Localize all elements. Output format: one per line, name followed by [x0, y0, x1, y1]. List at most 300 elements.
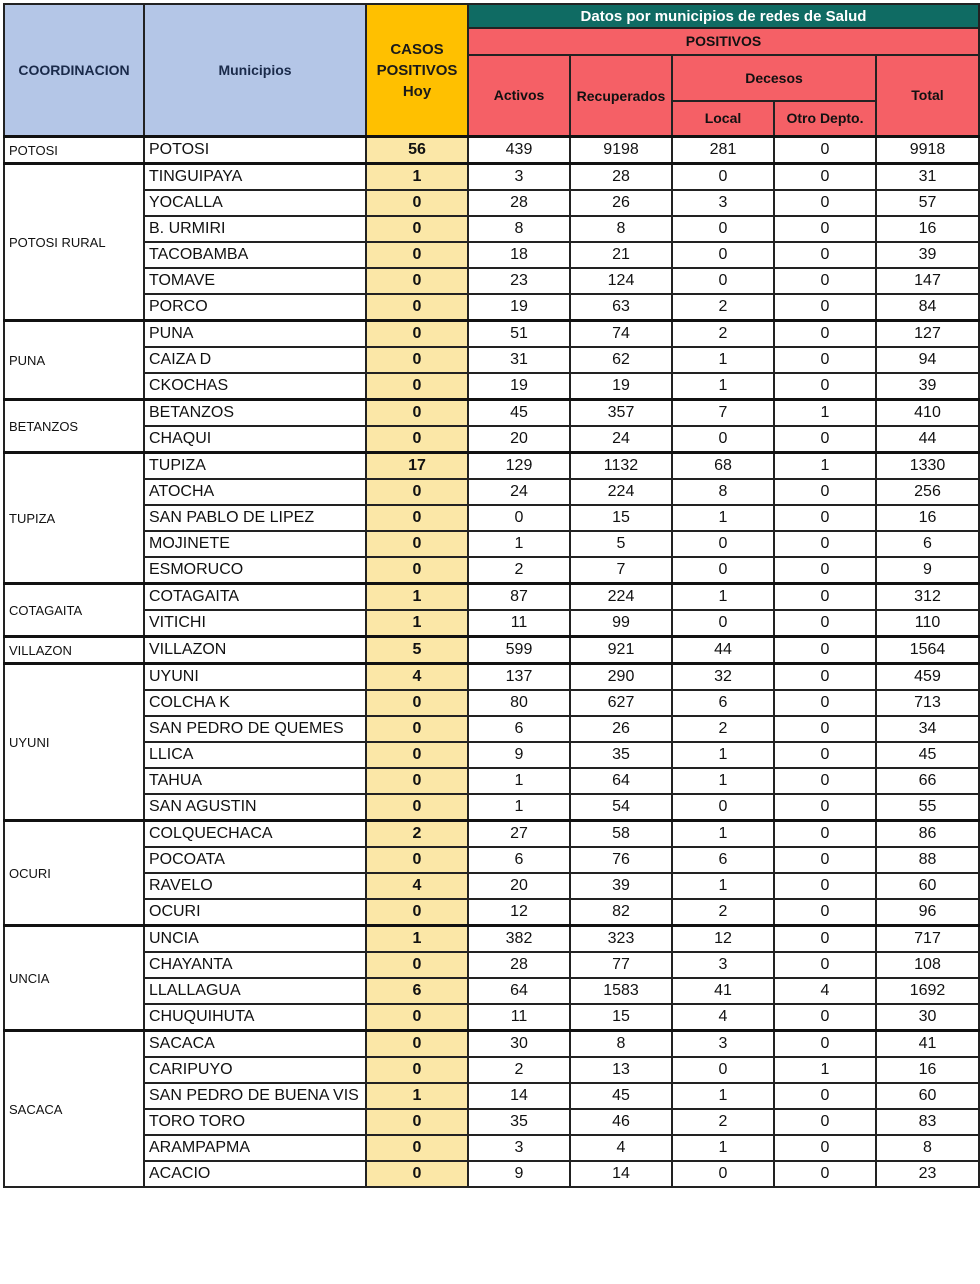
total-cell: 16 [876, 216, 979, 242]
table-row [4, 899, 979, 926]
table-row [4, 347, 979, 373]
municipio-cell: CHAQUI [144, 426, 366, 453]
decesos-otro-cell: 0 [774, 584, 876, 611]
total-cell: 60 [876, 1083, 979, 1109]
municipio-cell: PUNA [144, 321, 366, 348]
decesos-local-cell: 2 [672, 294, 774, 321]
table-row [4, 1031, 979, 1058]
municipio-cell: BETANZOS [144, 400, 366, 427]
recuperados-cell: 290 [570, 664, 672, 691]
table-row [4, 216, 979, 242]
table-row [4, 400, 979, 427]
recuperados-cell: 5 [570, 531, 672, 557]
table-row [4, 1004, 979, 1031]
activos-cell: 23 [468, 268, 570, 294]
decesos-local-cell: 1 [672, 742, 774, 768]
recuperados-cell: 82 [570, 899, 672, 926]
activos-cell: 1 [468, 768, 570, 794]
casos-hoy-cell: 0 [366, 847, 468, 873]
municipio-cell: COLQUECHACA [144, 821, 366, 848]
activos-cell: 439 [468, 137, 570, 164]
decesos-local-cell: 6 [672, 847, 774, 873]
header-positivos: POSITIVOS [468, 28, 979, 55]
decesos-local-cell: 3 [672, 190, 774, 216]
activos-cell: 20 [468, 873, 570, 899]
decesos-local-cell: 1 [672, 584, 774, 611]
total-cell: 23 [876, 1161, 979, 1187]
recuperados-cell: 39 [570, 873, 672, 899]
casos-hoy-cell: 2 [366, 821, 468, 848]
casos-hoy-cell: 0 [366, 794, 468, 821]
casos-hoy-cell: 1 [366, 926, 468, 953]
activos-cell: 19 [468, 373, 570, 400]
coordinacion-cell: UNCIA [4, 926, 144, 1031]
municipio-cell: ACACIO [144, 1161, 366, 1187]
municipio-cell: SACACA [144, 1031, 366, 1058]
casos-hoy-cell: 0 [366, 294, 468, 321]
casos-hoy-cell: 1 [366, 610, 468, 637]
municipio-cell: LLALLAGUA [144, 978, 366, 1004]
decesos-otro-cell: 0 [774, 479, 876, 505]
recuperados-cell: 45 [570, 1083, 672, 1109]
recuperados-cell: 21 [570, 242, 672, 268]
casos-hoy-cell: 1 [366, 164, 468, 191]
recuperados-cell: 54 [570, 794, 672, 821]
decesos-otro-cell: 0 [774, 1031, 876, 1058]
activos-cell: 24 [468, 479, 570, 505]
recuperados-cell: 224 [570, 479, 672, 505]
decesos-otro-cell: 0 [774, 1083, 876, 1109]
municipio-cell: TINGUIPAYA [144, 164, 366, 191]
cases-table-container [3, 3, 978, 1188]
table-row [4, 637, 979, 664]
decesos-local-cell: 1 [672, 347, 774, 373]
municipio-cell: CKOCHAS [144, 373, 366, 400]
activos-cell: 0 [468, 505, 570, 531]
total-cell: 6 [876, 531, 979, 557]
recuperados-cell: 35 [570, 742, 672, 768]
decesos-local-cell: 0 [672, 1057, 774, 1083]
decesos-otro-cell: 0 [774, 294, 876, 321]
recuperados-cell: 13 [570, 1057, 672, 1083]
activos-cell: 9 [468, 742, 570, 768]
municipio-cell: VILLAZON [144, 637, 366, 664]
casos-hoy-cell: 56 [366, 137, 468, 164]
municipio-cell: UNCIA [144, 926, 366, 953]
coordinacion-cell: VILLAZON [4, 637, 144, 664]
municipio-cell: SAN AGUSTIN [144, 794, 366, 821]
table-row [4, 505, 979, 531]
casos-hoy-cell: 0 [366, 952, 468, 978]
table-row [4, 610, 979, 637]
coordinacion-cell: COTAGAITA [4, 584, 144, 637]
table-row [4, 794, 979, 821]
decesos-local-cell: 2 [672, 1109, 774, 1135]
total-cell: 83 [876, 1109, 979, 1135]
casos-hoy-cell: 0 [366, 1135, 468, 1161]
casos-hoy-cell: 4 [366, 873, 468, 899]
recuperados-cell: 627 [570, 690, 672, 716]
table-row [4, 978, 979, 1004]
table-row [4, 1135, 979, 1161]
table-row [4, 952, 979, 978]
casos-hoy-cell: 0 [366, 347, 468, 373]
activos-cell: 35 [468, 1109, 570, 1135]
decesos-local-cell: 44 [672, 637, 774, 664]
recuperados-cell: 7 [570, 557, 672, 584]
recuperados-cell: 224 [570, 584, 672, 611]
decesos-local-cell: 1 [672, 1083, 774, 1109]
total-cell: 86 [876, 821, 979, 848]
casos-hoy-cell: 0 [366, 400, 468, 427]
recuperados-cell: 74 [570, 321, 672, 348]
municipio-cell: TACOBAMBA [144, 242, 366, 268]
table-row [4, 742, 979, 768]
municipio-cell: SAN PABLO DE LIPEZ [144, 505, 366, 531]
municipio-cell: COLCHA K [144, 690, 366, 716]
recuperados-cell: 14 [570, 1161, 672, 1187]
total-cell: 1564 [876, 637, 979, 664]
casos-hoy-cell: 0 [366, 190, 468, 216]
decesos-otro-cell: 0 [774, 426, 876, 453]
total-cell: 1330 [876, 453, 979, 480]
total-cell: 110 [876, 610, 979, 637]
decesos-otro-cell: 0 [774, 926, 876, 953]
municipio-cell: POTOSI [144, 137, 366, 164]
decesos-otro-cell: 0 [774, 137, 876, 164]
total-cell: 34 [876, 716, 979, 742]
activos-cell: 31 [468, 347, 570, 373]
total-cell: 9918 [876, 137, 979, 164]
coordinacion-cell: POTOSI [4, 137, 144, 164]
decesos-otro-cell: 0 [774, 321, 876, 348]
total-cell: 8 [876, 1135, 979, 1161]
activos-cell: 20 [468, 426, 570, 453]
activos-cell: 8 [468, 216, 570, 242]
decesos-local-cell: 41 [672, 978, 774, 1004]
decesos-local-cell: 0 [672, 268, 774, 294]
municipio-cell: LLICA [144, 742, 366, 768]
table-row [4, 926, 979, 953]
municipio-cell: TAHUA [144, 768, 366, 794]
table-header [4, 4, 979, 137]
casos-hoy-cell: 0 [366, 505, 468, 531]
activos-cell: 382 [468, 926, 570, 953]
activos-cell: 137 [468, 664, 570, 691]
total-cell: 44 [876, 426, 979, 453]
casos-hoy-cell: 0 [366, 321, 468, 348]
decesos-otro-cell: 4 [774, 978, 876, 1004]
decesos-local-cell: 7 [672, 400, 774, 427]
total-cell: 713 [876, 690, 979, 716]
coordinacion-cell: BETANZOS [4, 400, 144, 453]
total-cell: 39 [876, 242, 979, 268]
casos-hoy-cell: 0 [366, 373, 468, 400]
decesos-otro-cell: 0 [774, 1161, 876, 1187]
municipio-cell: ESMORUCO [144, 557, 366, 584]
header-total: Total [876, 55, 979, 137]
activos-cell: 45 [468, 400, 570, 427]
recuperados-cell: 15 [570, 505, 672, 531]
casos-hoy-cell: 0 [366, 1161, 468, 1187]
activos-cell: 1 [468, 531, 570, 557]
cases-table [3, 3, 980, 1188]
recuperados-cell: 46 [570, 1109, 672, 1135]
decesos-local-cell: 281 [672, 137, 774, 164]
recuperados-cell: 62 [570, 347, 672, 373]
recuperados-cell: 26 [570, 716, 672, 742]
table-row [4, 453, 979, 480]
coordinacion-cell: UYUNI [4, 664, 144, 821]
recuperados-cell: 99 [570, 610, 672, 637]
coordinacion-cell: POTOSI RURAL [4, 164, 144, 321]
municipio-cell: ATOCHA [144, 479, 366, 505]
table-row [4, 1083, 979, 1109]
recuperados-cell: 1132 [570, 453, 672, 480]
decesos-local-cell: 0 [672, 164, 774, 191]
recuperados-cell: 77 [570, 952, 672, 978]
table-row [4, 664, 979, 691]
decesos-local-cell: 3 [672, 1031, 774, 1058]
header-casos-positivos-hoy [366, 4, 468, 137]
activos-cell: 3 [468, 164, 570, 191]
decesos-otro-cell: 0 [774, 1135, 876, 1161]
decesos-otro-cell: 0 [774, 664, 876, 691]
municipio-cell: PORCO [144, 294, 366, 321]
table-row [4, 873, 979, 899]
municipio-cell: OCURI [144, 899, 366, 926]
decesos-otro-cell: 0 [774, 899, 876, 926]
activos-cell: 9 [468, 1161, 570, 1187]
total-cell: 1692 [876, 978, 979, 1004]
casos-hoy-cell: 0 [366, 716, 468, 742]
activos-cell: 6 [468, 847, 570, 873]
casos-hoy-cell: 0 [366, 742, 468, 768]
table-row [4, 1109, 979, 1135]
activos-cell: 28 [468, 952, 570, 978]
casos-hoy-cell: 0 [366, 899, 468, 926]
activos-cell: 19 [468, 294, 570, 321]
decesos-otro-cell: 1 [774, 400, 876, 427]
municipio-cell: POCOATA [144, 847, 366, 873]
decesos-otro-cell: 0 [774, 690, 876, 716]
decesos-otro-cell: 0 [774, 847, 876, 873]
municipio-cell: SAN PEDRO DE BUENA VIS [144, 1083, 366, 1109]
municipio-cell: COTAGAITA [144, 584, 366, 611]
table-row [4, 1057, 979, 1083]
table-row [4, 847, 979, 873]
table-row [4, 137, 979, 164]
casos-hoy-cell: 0 [366, 1004, 468, 1031]
activos-cell: 2 [468, 1057, 570, 1083]
table-row [4, 768, 979, 794]
table-row [4, 268, 979, 294]
activos-cell: 28 [468, 190, 570, 216]
activos-cell: 30 [468, 1031, 570, 1058]
decesos-local-cell: 1 [672, 768, 774, 794]
header-local: Local [672, 101, 774, 137]
total-cell: 96 [876, 899, 979, 926]
decesos-otro-cell: 0 [774, 531, 876, 557]
table-row [4, 479, 979, 505]
casos-hoy-cell: 0 [366, 1031, 468, 1058]
recuperados-cell: 19 [570, 373, 672, 400]
municipio-cell: ARAMPAPMA [144, 1135, 366, 1161]
recuperados-cell: 921 [570, 637, 672, 664]
recuperados-cell: 58 [570, 821, 672, 848]
decesos-local-cell: 32 [672, 664, 774, 691]
total-cell: 147 [876, 268, 979, 294]
recuperados-cell: 15 [570, 1004, 672, 1031]
activos-cell: 11 [468, 610, 570, 637]
decesos-local-cell: 1 [672, 821, 774, 848]
decesos-local-cell: 3 [672, 952, 774, 978]
casos-hoy-cell: 0 [366, 1057, 468, 1083]
municipio-cell: SAN PEDRO DE QUEMES [144, 716, 366, 742]
decesos-otro-cell: 0 [774, 716, 876, 742]
total-cell: 84 [876, 294, 979, 321]
decesos-local-cell: 68 [672, 453, 774, 480]
casos-hoy-cell: 0 [366, 242, 468, 268]
casos-hoy-cell: 0 [366, 1109, 468, 1135]
decesos-otro-cell: 0 [774, 794, 876, 821]
decesos-otro-cell: 0 [774, 821, 876, 848]
decesos-local-cell: 2 [672, 321, 774, 348]
activos-cell: 6 [468, 716, 570, 742]
total-cell: 16 [876, 505, 979, 531]
table-body [4, 137, 979, 1188]
table-row [4, 531, 979, 557]
decesos-otro-cell: 1 [774, 1057, 876, 1083]
total-cell: 459 [876, 664, 979, 691]
decesos-otro-cell: 0 [774, 268, 876, 294]
activos-cell: 2 [468, 557, 570, 584]
casos-hoy-cell: 0 [366, 690, 468, 716]
decesos-local-cell: 1 [672, 373, 774, 400]
table-row [4, 426, 979, 453]
table-row [4, 242, 979, 268]
casos-hoy-cell: 17 [366, 453, 468, 480]
table-row [4, 716, 979, 742]
activos-cell: 27 [468, 821, 570, 848]
coordinacion-cell: OCURI [4, 821, 144, 926]
recuperados-cell: 4 [570, 1135, 672, 1161]
municipio-cell: B. URMIRI [144, 216, 366, 242]
decesos-local-cell: 4 [672, 1004, 774, 1031]
table-row [4, 557, 979, 584]
decesos-local-cell: 1 [672, 1135, 774, 1161]
municipio-cell: CARIPUYO [144, 1057, 366, 1083]
decesos-otro-cell: 0 [774, 1004, 876, 1031]
municipio-cell: CHUQUIHUTA [144, 1004, 366, 1031]
table-row [4, 584, 979, 611]
activos-cell: 18 [468, 242, 570, 268]
header-casos-hoy-label: CASOS POSITIVOS Hoy [376, 40, 458, 100]
decesos-local-cell: 8 [672, 479, 774, 505]
total-cell: 16 [876, 1057, 979, 1083]
activos-cell: 12 [468, 899, 570, 926]
header-coordinacion: COORDINACION [4, 4, 144, 137]
casos-hoy-cell: 0 [366, 768, 468, 794]
decesos-otro-cell: 0 [774, 242, 876, 268]
casos-hoy-cell: 0 [366, 531, 468, 557]
casos-hoy-cell: 0 [366, 479, 468, 505]
coordinacion-cell: PUNA [4, 321, 144, 400]
total-cell: 9 [876, 557, 979, 584]
recuperados-cell: 63 [570, 294, 672, 321]
recuperados-cell: 24 [570, 426, 672, 453]
decesos-local-cell: 0 [672, 1161, 774, 1187]
activos-cell: 11 [468, 1004, 570, 1031]
table-row [4, 164, 979, 191]
decesos-local-cell: 0 [672, 426, 774, 453]
decesos-local-cell: 1 [672, 873, 774, 899]
table-row [4, 690, 979, 716]
recuperados-cell: 1583 [570, 978, 672, 1004]
decesos-otro-cell: 0 [774, 190, 876, 216]
table-row [4, 190, 979, 216]
header-recuperados [570, 55, 672, 137]
decesos-otro-cell: 0 [774, 373, 876, 400]
recuperados-cell: 76 [570, 847, 672, 873]
municipio-cell: TUPIZA [144, 453, 366, 480]
recuperados-cell: 323 [570, 926, 672, 953]
casos-hoy-cell: 6 [366, 978, 468, 1004]
activos-cell: 129 [468, 453, 570, 480]
recuperados-cell: 8 [570, 216, 672, 242]
decesos-otro-cell: 0 [774, 610, 876, 637]
municipio-cell: UYUNI [144, 664, 366, 691]
casos-hoy-cell: 0 [366, 426, 468, 453]
casos-hoy-cell: 0 [366, 216, 468, 242]
decesos-otro-cell: 0 [774, 742, 876, 768]
total-cell: 31 [876, 164, 979, 191]
municipio-cell: RAVELO [144, 873, 366, 899]
header-decesos: Decesos [672, 55, 876, 101]
decesos-otro-cell: 1 [774, 453, 876, 480]
municipio-cell: CAIZA D [144, 347, 366, 373]
decesos-otro-cell: 0 [774, 1109, 876, 1135]
total-cell: 41 [876, 1031, 979, 1058]
coordinacion-cell: SACACA [4, 1031, 144, 1188]
municipio-cell: CHAYANTA [144, 952, 366, 978]
activos-cell: 14 [468, 1083, 570, 1109]
decesos-local-cell: 1 [672, 505, 774, 531]
recuperados-cell: 28 [570, 164, 672, 191]
decesos-otro-cell: 0 [774, 637, 876, 664]
recuperados-cell: 357 [570, 400, 672, 427]
header-activos: Activos [468, 55, 570, 137]
total-cell: 127 [876, 321, 979, 348]
casos-hoy-cell: 0 [366, 268, 468, 294]
decesos-otro-cell: 0 [774, 557, 876, 584]
decesos-local-cell: 0 [672, 557, 774, 584]
casos-hoy-cell: 0 [366, 557, 468, 584]
coordinacion-cell: TUPIZA [4, 453, 144, 584]
header-otro-depto: Otro Depto. [774, 101, 876, 137]
recuperados-cell: 9198 [570, 137, 672, 164]
table-row [4, 294, 979, 321]
recuperados-cell: 124 [570, 268, 672, 294]
decesos-otro-cell: 0 [774, 952, 876, 978]
decesos-otro-cell: 0 [774, 505, 876, 531]
decesos-local-cell: 0 [672, 531, 774, 557]
decesos-local-cell: 0 [672, 794, 774, 821]
decesos-otro-cell: 0 [774, 216, 876, 242]
decesos-local-cell: 2 [672, 899, 774, 926]
header-municipios: Municipios [144, 4, 366, 137]
activos-cell: 64 [468, 978, 570, 1004]
